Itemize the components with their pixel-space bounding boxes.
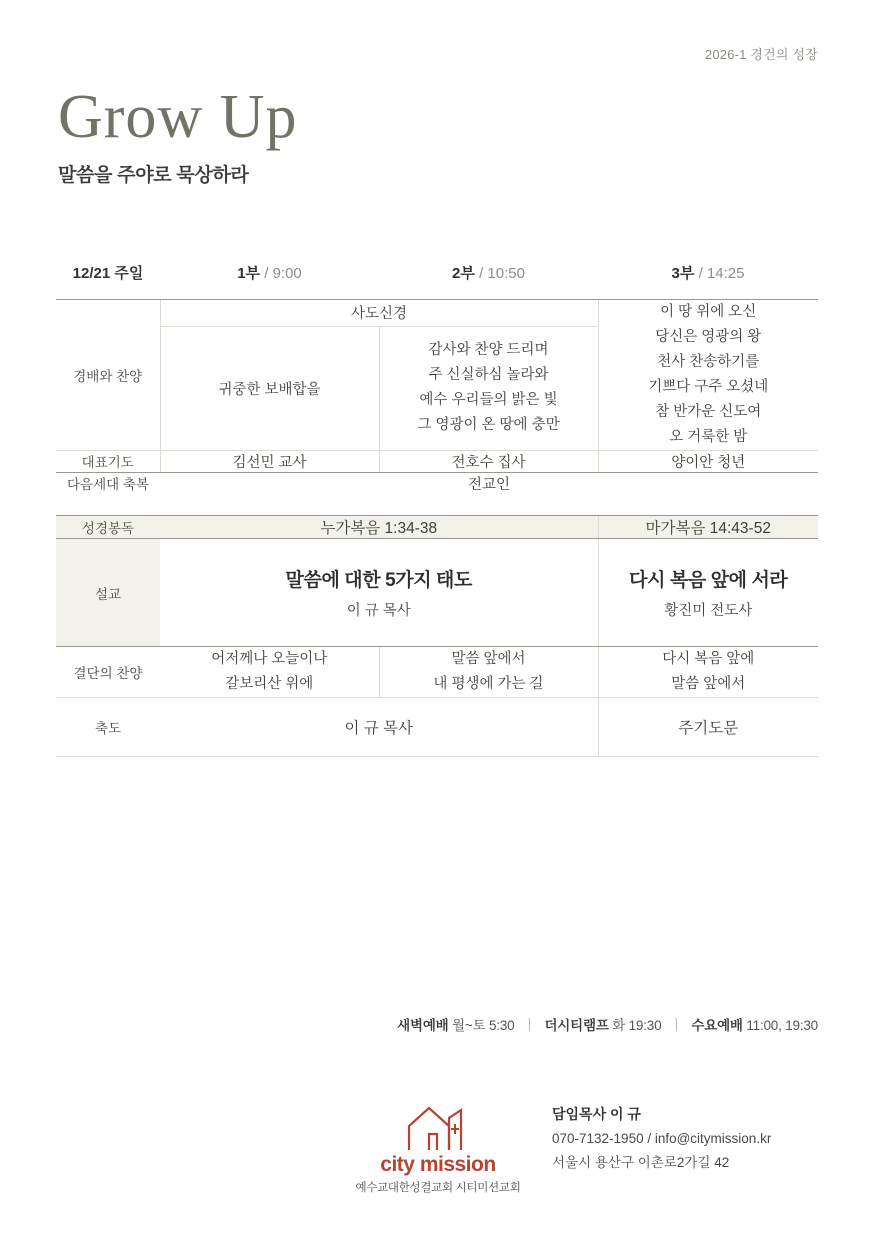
- sermon-preacher-12: 이 규 목사: [346, 603, 411, 620]
- benediction-service-3: 주기도문: [598, 698, 818, 757]
- sermon-service-3: [598, 539, 818, 647]
- service-3-header: 3부 / 14:25: [671, 265, 745, 282]
- sermon-service-12: [160, 539, 598, 647]
- page-title: Grow Up: [58, 83, 298, 151]
- table-row: [56, 516, 818, 539]
- term-label: 2026-1 경건의 성장: [704, 47, 818, 62]
- page-subtitle: 말씀을 주야로 묵상하라: [58, 165, 249, 186]
- row-label-reading: 성경봉독: [56, 516, 160, 539]
- contact-address: 서울시 용산구 이촌로2가길 42: [552, 1154, 730, 1170]
- order-of-worship: [56, 262, 818, 757]
- row-label-prayer: 대표기도: [56, 450, 160, 472]
- wednesday-service-time: 11:00, 19:30: [746, 1018, 818, 1033]
- wednesday-service-label: 수요예배: [691, 1018, 743, 1033]
- worship-songs-service-2: 감사와 찬양 드리며 주 신실하심 놀라와 예수 우리들의 밝은 빛 그 영광이 온 땅에 충만: [379, 326, 598, 450]
- logo-korean-name: 예수교대한성결교회 시티미션교회: [355, 1182, 521, 1194]
- lamp-service-time: 화 19:30: [612, 1018, 662, 1033]
- service-1-header: 1부 / 9:00: [237, 265, 302, 282]
- dawn-service-label: 새벽예배: [397, 1018, 449, 1033]
- table-header-row: [56, 262, 818, 300]
- row-label-benediction: 축도: [56, 698, 160, 757]
- prayer-service-1: 김선민 교사: [160, 450, 379, 472]
- table-row: [56, 539, 818, 647]
- reading-service-3: 마가복음 14:43-52: [598, 516, 818, 539]
- row-label-sermon: 설교: [56, 539, 160, 647]
- lamp-service-label: 더시티램프: [544, 1018, 609, 1033]
- weekly-schedule-notes: [397, 1014, 818, 1034]
- row-label-blessing: 다음세대 축복: [67, 477, 149, 493]
- response-service-1: 어저께나 오늘이나 갈보리산 위에: [160, 647, 379, 698]
- order-table: [56, 262, 818, 757]
- church-logo: [350, 1098, 526, 1195]
- title-block: [58, 83, 298, 187]
- dawn-service-time: 월~토 5:30: [452, 1018, 515, 1033]
- sermon-preacher-3: 황진미 전도사: [664, 603, 753, 620]
- church-building-icon: [403, 1100, 473, 1152]
- table-row: [56, 698, 818, 757]
- sermon-title-12: 말씀에 대한 5가지 태도: [285, 570, 472, 592]
- table-row: [56, 647, 818, 698]
- date-cell: 12/21 주일: [72, 265, 144, 282]
- blessing-value: 전교인: [467, 476, 511, 493]
- service-2-header: 2부 / 10:50: [452, 265, 525, 282]
- reading-service-12: 누가복음 1:34-38: [160, 516, 598, 539]
- worship-songs-service-1: 귀중한 보배합을: [160, 326, 379, 450]
- row-label-response: 결단의 찬양: [56, 647, 160, 698]
- logo-wordmark: city mission: [380, 1153, 496, 1176]
- table-row: [56, 300, 818, 327]
- contact-phone-email: 070-7132-1950 / info@citymission.kr: [552, 1130, 772, 1146]
- row-label-worship: 경배와 찬양: [56, 300, 160, 451]
- worship-songs-service-3: 이 땅 위에 오신 당신은 영광의 왕 천사 찬송하기를 기쁘다 구주 오셨네 참 반가운 신도여 오 거룩한 밤: [598, 300, 818, 451]
- separator-1: ㅣ: [523, 1018, 536, 1033]
- benediction-service-12: 이 규 목사: [160, 698, 598, 757]
- table-row: [56, 472, 818, 494]
- sermon-title-3: 다시 복음 앞에 서라: [629, 570, 788, 592]
- response-service-2: 말씀 앞에서 내 평생에 가는 길: [379, 647, 598, 698]
- pastor-name: 담임목사 이 규: [552, 1106, 641, 1122]
- spacer-row: [56, 494, 818, 516]
- prayer-service-3: 양이안 청년: [598, 450, 818, 472]
- table-row: [56, 450, 818, 472]
- footer-brand: [350, 1098, 820, 1195]
- prayer-service-2: 전호수 집사: [379, 450, 598, 472]
- contact-info: [552, 1098, 771, 1175]
- creed-cell: 사도신경: [160, 300, 598, 327]
- separator-2: ㅣ: [669, 1018, 683, 1033]
- response-service-3: 다시 복음 앞에 말씀 앞에서: [598, 647, 818, 698]
